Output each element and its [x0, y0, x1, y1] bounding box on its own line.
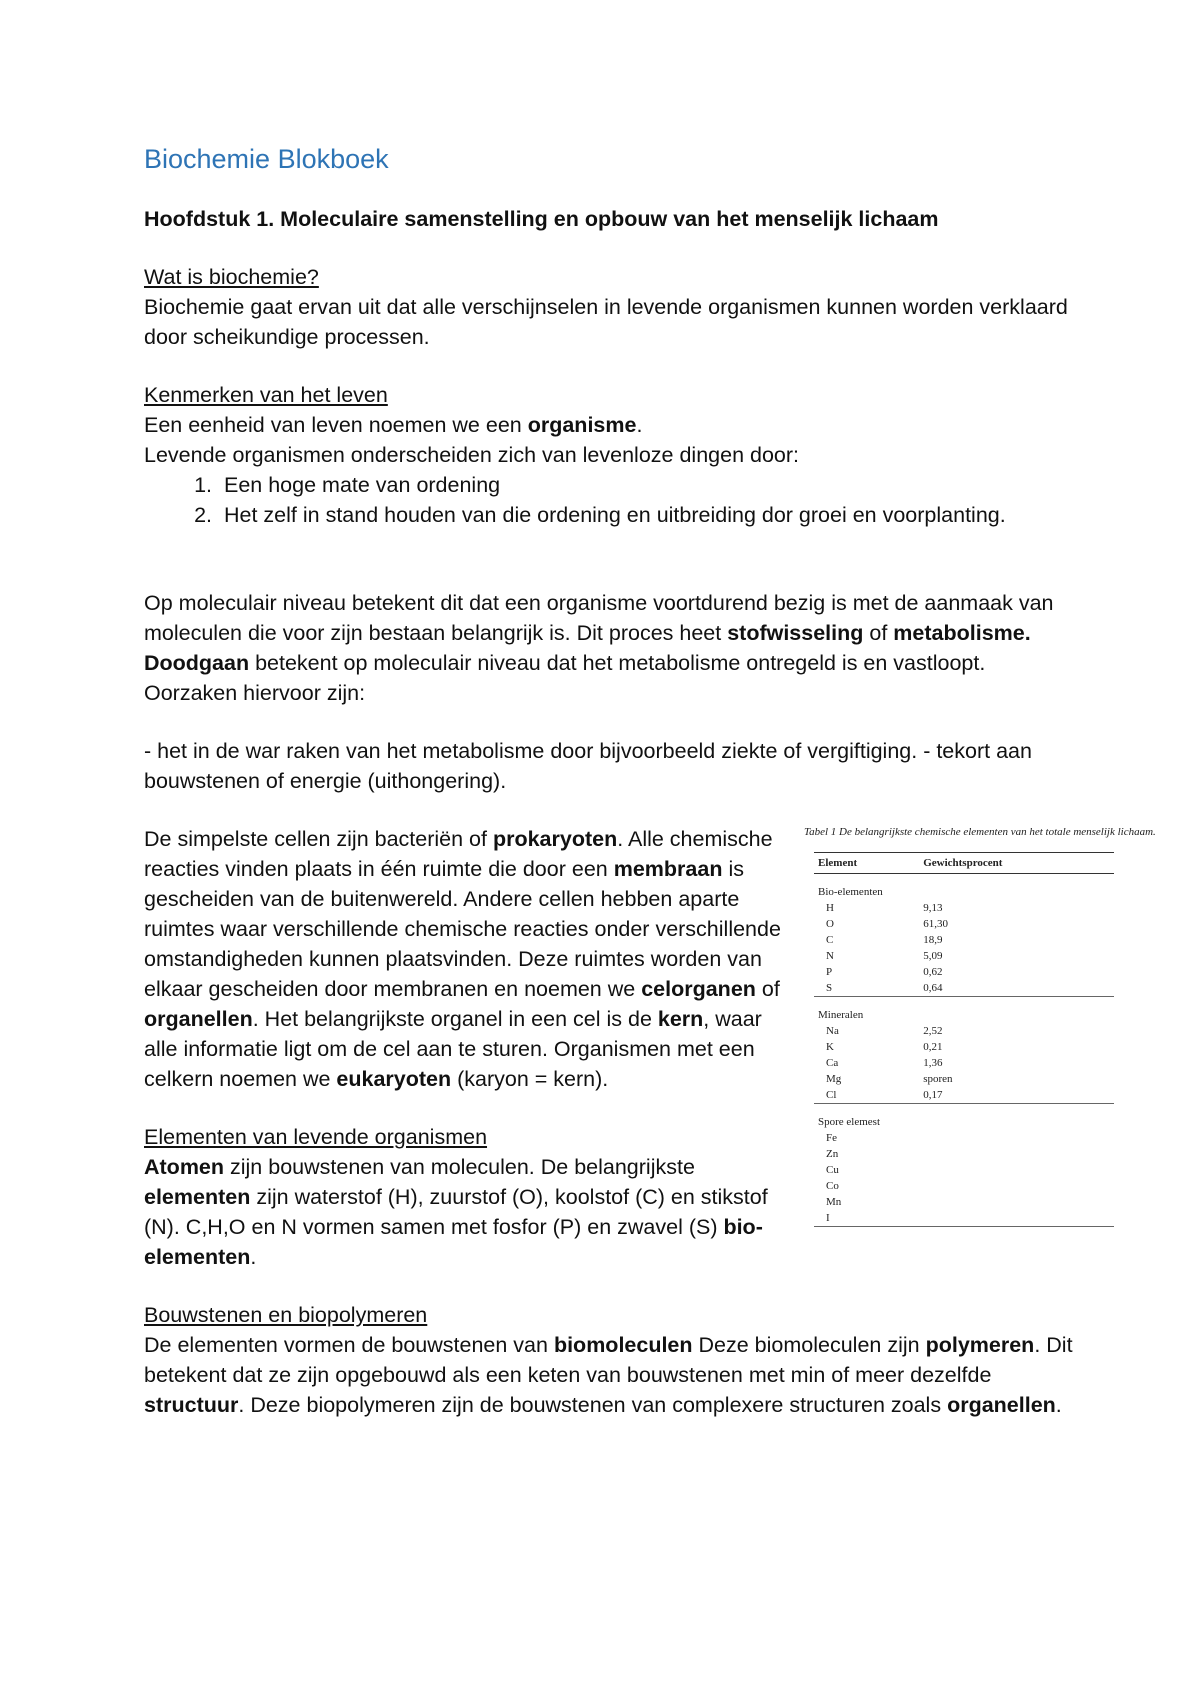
table-row [814, 916, 1114, 932]
table-cell-element: H [826, 902, 834, 914]
table-row [814, 1146, 1114, 1162]
table-cell-value [919, 1146, 1114, 1162]
table-row [814, 900, 1114, 916]
table-cell-element: S [814, 980, 919, 997]
table-cell-value [919, 1130, 1114, 1146]
table-row [814, 948, 1114, 964]
table-cell-value: sporen [923, 1073, 953, 1085]
table-cell-element: Na [826, 1025, 839, 1037]
paragraph-oorzaken: - het in de war raken van het metabolisme door bijvoorbeeld ziekte of vergiftiging. - tekort aan bouwstenen of energie (uithongering). [144, 739, 1032, 793]
table-cell-value: 0,17 [919, 1087, 1114, 1104]
table-row [814, 1039, 1114, 1055]
table-cell-value [919, 1178, 1114, 1194]
section-heading-kenmerken: Kenmerken van het leven [144, 383, 388, 407]
table-cell-value: 61,30 [923, 918, 948, 930]
table-row [814, 1162, 1114, 1178]
table-header-element: Element [814, 853, 919, 874]
kenmerken-list [144, 470, 1074, 530]
cells-section [144, 824, 1156, 1272]
paragraph-bouwstenen: De elementen vormen de bouwstenen van biomoleculen Deze biomoleculen zijn polymeren. Dit betekent dat ze zijn opgebouwd als een keten van bouwstenen met min of meer dezelfde structuur. Deze biopolymeren zijn de bouwstenen van complexere structuren zoals organellen. [144, 1333, 1073, 1417]
chapter-heading: Hoofdstuk 1. Moleculaire samenstelling en opbouw van het menselijk lichaam [144, 207, 939, 231]
table-group-label: Mineralen [818, 1009, 864, 1021]
paragraph-wat: Biochemie gaat ervan uit dat alle verschijnselen in levende organismen kunnen worden verklaard door scheikundige processen. [144, 295, 1068, 349]
table-cell-element: Zn [826, 1148, 839, 1160]
table-row [814, 1210, 1114, 1227]
page-content [144, 142, 1156, 1420]
table-cell-value [919, 1162, 1114, 1178]
table-cell-value: 1,36 [923, 1057, 943, 1069]
table-cell-value: 5,09 [923, 950, 943, 962]
table-row [814, 1194, 1114, 1210]
document-title: Biochemie Blokboek [144, 144, 389, 174]
table-cell-value [919, 1194, 1114, 1210]
table-cell-value: 18,9 [923, 934, 943, 946]
table-cell-element: C [826, 934, 834, 946]
table-cell-value: 9,13 [923, 902, 943, 914]
table-cell-element: Co [826, 1180, 839, 1192]
table-cell-value: 0,21 [923, 1041, 943, 1053]
table-cell-element: P [826, 966, 833, 978]
table-header-gewicht: Gewichtsprocent [919, 853, 1114, 874]
list-item: 2. Het zelf in stand houden van die ordening en uitbreiding dor groei en voorplanting. [218, 500, 1074, 530]
paragraph-cellen: De simpelste cellen zijn bacteriën of prokaryoten. Alle chemische reacties vinden plaats in één ruimte die door een membraan is gescheiden van de buitenwereld. Andere cellen hebben aparte ruimtes waar verschillende chemische reacties onder verschillende omstandigheden kunnen plaatsvinden. Deze ruimtes worden van elkaar gescheiden door membranen en noemen we celorganen of organellen. Het belangrijkste organel in een cel is de kern, waar alle informatie ligt om de cel aan te sturen. Organismen met een celkern noemen we eukaryoten (karyon = kern). [144, 827, 781, 1091]
table-cell-element: I [814, 1210, 919, 1227]
table-caption: Tabel 1 De belangrijkste chemische elementen van het totale menselijk lichaam. [804, 826, 1156, 838]
table-cell-element: Cu [826, 1164, 839, 1176]
table-row [814, 932, 1114, 948]
table-row [814, 1071, 1114, 1087]
table-cell-element: Mg [826, 1073, 842, 1085]
table-cell-element: Ca [826, 1057, 839, 1069]
list-item: 1. Een hoge mate van ordening [218, 470, 1074, 500]
table-cell-element: Fe [826, 1132, 837, 1144]
table-row [814, 1087, 1114, 1104]
paragraph-levende: Levende organismen onderscheiden zich van levenloze dingen door: [144, 443, 800, 467]
paragraph-organisme: Een eenheid van leven noemen we een organisme. [144, 413, 643, 437]
table-cell-element: K [826, 1041, 834, 1053]
table-row [814, 1023, 1114, 1039]
section-heading-elementen: Elementen van levende organismen [144, 1125, 488, 1149]
table-cell-element: Mn [826, 1196, 842, 1208]
table-cell-value [919, 1210, 1114, 1227]
table-group-label: Spore elemest [818, 1116, 881, 1128]
elements-table-figure [804, 824, 1156, 1227]
table-row [814, 1178, 1114, 1194]
table-row [814, 980, 1114, 997]
table-cell-element: N [826, 950, 834, 962]
table-cell-element: Cl [814, 1087, 919, 1104]
table-cell-value: 0,62 [923, 966, 943, 978]
table-row [814, 1055, 1114, 1071]
section-heading-wat: Wat is biochemie? [144, 265, 319, 289]
section-heading-bouwstenen: Bouwstenen en biopolymeren [144, 1303, 428, 1327]
table-row [814, 964, 1114, 980]
table-row [814, 1130, 1114, 1146]
table-cell-element: O [826, 918, 834, 930]
elements-table [814, 852, 1114, 1227]
table-cell-value: 0,64 [919, 980, 1114, 997]
paragraph-elementen: Atomen zijn bouwstenen van moleculen. De belangrijkste elementen zijn waterstof (H), zuurstof (O), koolstof (C) en stikstof (N). C,H,O en N vormen samen met fosfor (P) en zwavel (S) bio-elementen. [144, 1155, 768, 1269]
paragraph-moleculair: Op moleculair niveau betekent dit dat een organisme voortdurend bezig is met de aanmaak van moleculen die voor zijn bestaan belangrijk is. Dit proces heet stofwisseling of metabolisme. Doodgaan betekent op moleculair niveau dat het metabolisme ontregeld is en vastloopt. Oorzaken hiervoor zijn: [144, 591, 1054, 705]
table-group-label: Bio-elementen [818, 886, 883, 898]
table-cell-value: 2,52 [923, 1025, 943, 1037]
